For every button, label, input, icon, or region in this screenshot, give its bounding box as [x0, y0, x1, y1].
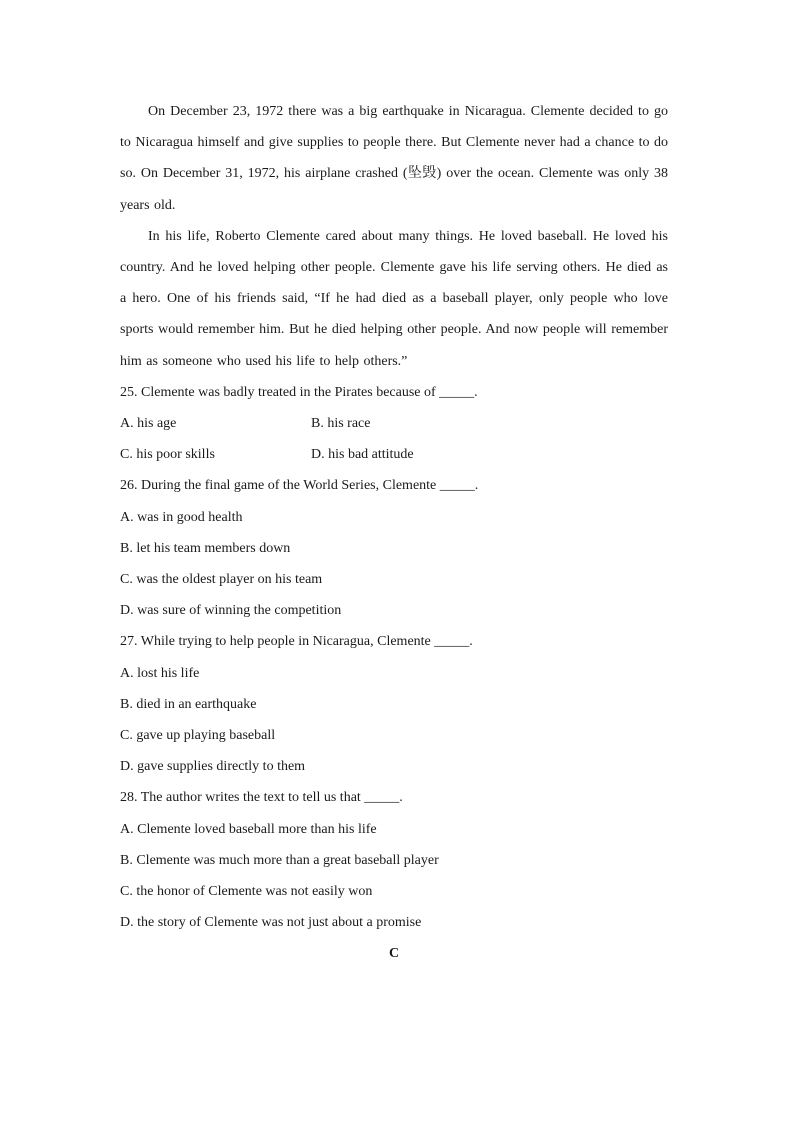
question-stem: 26. During the final game of the World Series, Clemente _____. — [120, 478, 479, 494]
option-a: A. lost his life — [120, 665, 200, 681]
option-c: C. his poor skills — [120, 447, 215, 463]
option-b: B. his race — [311, 416, 371, 432]
option-d: D. was sure of winning the competition — [120, 603, 342, 619]
section-heading-c: C — [388, 946, 400, 962]
paragraph-hero: In his life, Roberto Clemente cared about many things. He loved baseball. He loved his country. And he loved helping other people. Clemente gave his life serving others. He died as a hero. One of his friends said, “If he had died as a baseball player, only people who love sports would remember him. But he died helping other people. And now people will remember him as someone who used his life to help others.” — [120, 228, 668, 369]
question-26 — [120, 470, 668, 626]
option-row — [120, 408, 668, 439]
paragraph-earthquake: On December 23, 1972 there was a big earthquake in Nicaragua. Clemente decided to go to Nicaragua himself and give supplies to people there. But Clemente never had a chance to do so. On December 31, 1972, his airplane crashed (坠毁) over the ocean. Clemente was only 38 years old. — [120, 104, 668, 213]
option-b: B. Clemente was much more than a great baseball player — [120, 852, 439, 868]
passage-body — [120, 96, 668, 970]
option-d: D. his bad attitude — [311, 447, 414, 463]
question-stem: 27. While trying to help people in Nicaragua, Clemente _____. — [120, 634, 473, 650]
question-27 — [120, 626, 668, 782]
option-d: D. gave supplies directly to them — [120, 759, 306, 775]
question-stem: 25. Clemente was badly treated in the Pirates because of _____. — [120, 384, 478, 400]
option-c: C. was the oldest player on his team — [120, 572, 323, 588]
question-25 — [120, 377, 668, 471]
option-a: A. his age — [120, 416, 177, 432]
option-a: A. was in good health — [120, 509, 243, 525]
option-b: B. let his team members down — [120, 540, 291, 556]
option-a: A. Clemente loved baseball more than his life — [120, 821, 377, 837]
option-b: B. died in an earthquake — [120, 696, 257, 712]
option-row — [120, 439, 668, 470]
question-stem: 28. The author writes the text to tell us that _____. — [120, 790, 403, 806]
option-d: D. the story of Clemente was not just about a promise — [120, 915, 422, 931]
question-28 — [120, 782, 668, 938]
option-c: C. the honor of Clemente was not easily won — [120, 884, 373, 900]
option-c: C. gave up playing baseball — [120, 728, 276, 744]
